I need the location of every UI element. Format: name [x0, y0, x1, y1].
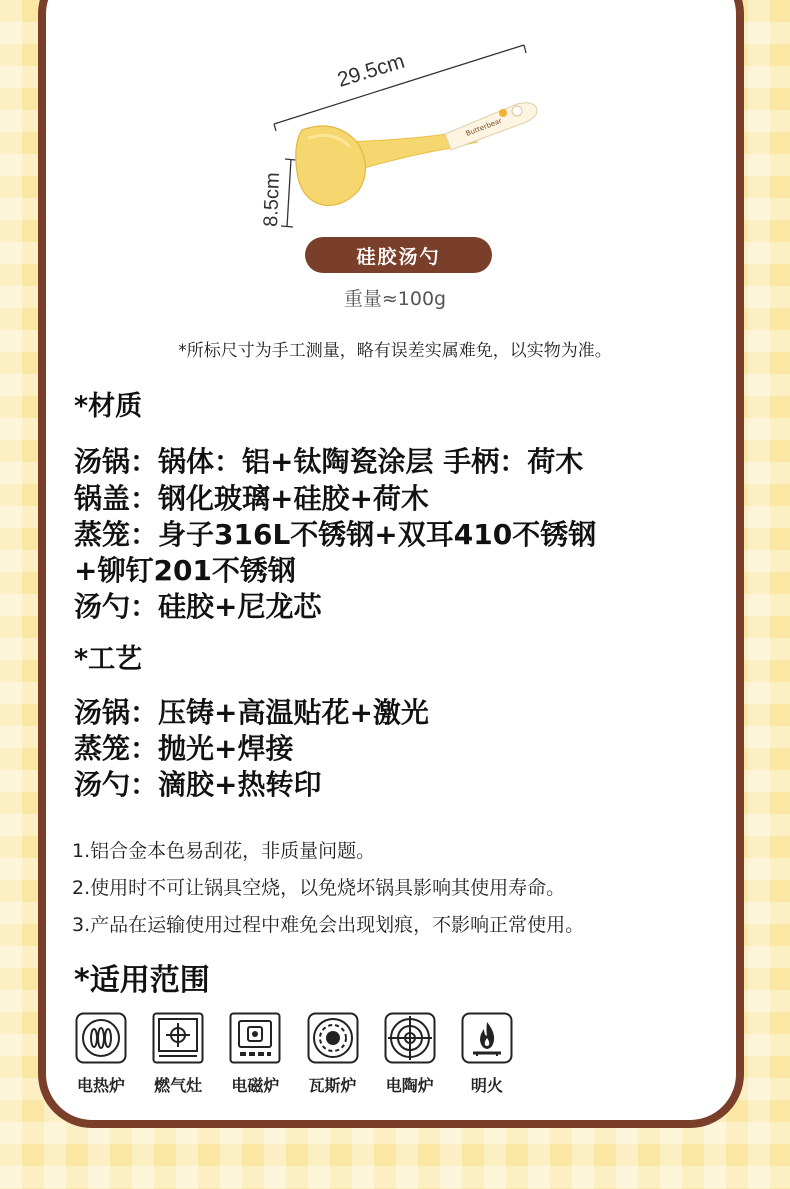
usage-label: 电陶炉 [385, 1076, 434, 1095]
electric-stove-icon [75, 1012, 127, 1064]
material-line: +铆钉201不锈钢 [74, 554, 296, 587]
product-weight: 重量≈100g [343, 288, 447, 310]
ceramic-stove-icon [384, 1012, 436, 1064]
usage-item-induction-cooker [228, 1012, 282, 1096]
craft-line: 蒸笼：抛光+焊接 [74, 732, 294, 765]
material-line: 锅盖：钢化玻璃+硅胶+荷木 [74, 482, 429, 515]
usage-item-open-flame [460, 1012, 514, 1096]
notice-item: 1.铝合金本色易刮花，非质量问题。 [72, 840, 376, 862]
usage-label: 瓦斯炉 [308, 1076, 357, 1095]
usage-icons-row [74, 1012, 514, 1096]
material-line: 汤锅：锅体：铝+钛陶瓷涂层 手柄：荷木 [74, 445, 584, 478]
usage-label: 明火 [470, 1076, 503, 1095]
open-flame-icon [461, 1012, 513, 1064]
usage-label: 燃气灶 [154, 1076, 203, 1095]
usage-label: 电热炉 [76, 1076, 125, 1095]
usage-item-electric-stove [74, 1012, 128, 1096]
height-label: 8.5cm [260, 171, 284, 228]
craft-heading: *工艺 [74, 644, 143, 675]
notice-item: 3.产品在运输使用过程中难免会出现划痕，不影响正常使用。 [72, 914, 585, 936]
handle-logo: Butterbear [464, 116, 504, 138]
gas-stove-icon [152, 1012, 204, 1064]
material-heading: *材质 [74, 391, 143, 422]
craft-line: 汤勺：滴胶+热转印 [74, 768, 322, 801]
material-line: 汤勺：硅胶+尼龙芯 [74, 590, 322, 623]
usage-item-gas-burner [306, 1012, 360, 1096]
usage-heading: *适用范围 [74, 963, 210, 998]
ladle-icon [296, 103, 537, 206]
usage-item-ceramic-stove [383, 1012, 437, 1096]
gas-burner-icon [307, 1012, 359, 1064]
craft-line: 汤锅：压铸+高温贴花+激光 [74, 696, 429, 729]
product-name-badge: 硅胶汤勺 [305, 237, 492, 273]
ladle-illustration [255, 30, 555, 240]
measurement-note: *所标尺寸为手工测量，略有误差实属难免，以实物为准。 [178, 341, 612, 361]
length-label: 29.5cm [334, 49, 408, 92]
material-line: 蒸笼：身子316L不锈钢+双耳410不锈钢 [74, 518, 597, 551]
height-dimension-line [281, 159, 296, 227]
usage-item-gas-stove [151, 1012, 205, 1096]
induction-cooker-icon [229, 1012, 281, 1064]
notice-item: 2.使用时不可让锅具空烧，以免烧坏锅具影响其使用寿命。 [72, 877, 566, 899]
usage-label: 电磁炉 [231, 1076, 280, 1095]
